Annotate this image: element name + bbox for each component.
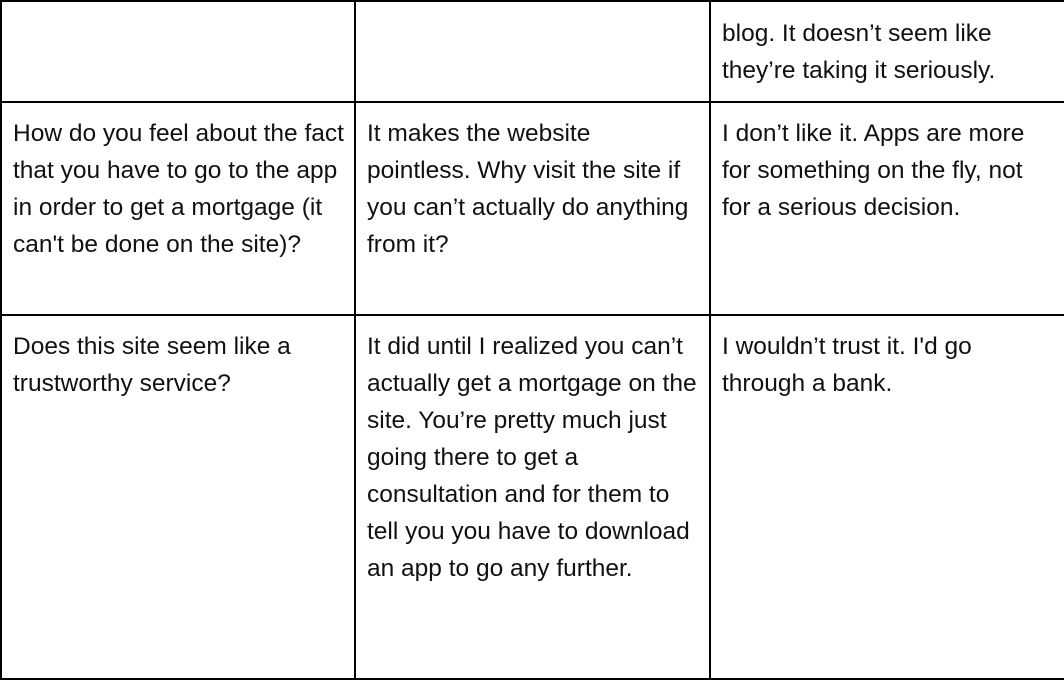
answer-text: It makes the website pointless. Why visit the site if you can’t actually do anything from it? (367, 120, 689, 258)
answer-cell (710, 102, 1064, 315)
table-row (1, 315, 1064, 679)
question-cell (1, 1, 355, 102)
answer-cell (355, 1, 710, 102)
answer-text: I wouldn’t trust it. I'd go through a bank. (722, 333, 972, 397)
question-text: Does this site seem like a trustworthy service? (13, 333, 291, 397)
table-row (1, 102, 1064, 315)
answer-cell (355, 315, 710, 679)
answer-cell (710, 1, 1064, 102)
answer-text: blog. It doesn’t seem like they’re taking it seriously. (722, 20, 996, 84)
question-cell (1, 102, 355, 315)
question-text: How do you feel about the fact that you have to go to the app in order to get a mortgage (it can't be done on the site)? (13, 120, 344, 258)
answer-text: It did until I realized you can’t actually get a mortgage on the site. You’re pretty much just going there to get a consultation and for them to tell you you have to download an app to go any further. (367, 333, 697, 582)
table-row (1, 1, 1064, 102)
answer-cell (355, 102, 710, 315)
question-cell (1, 315, 355, 679)
answer-cell (710, 315, 1064, 679)
answer-text: I don’t like it. Apps are more for something on the fly, not for a serious decision. (722, 120, 1025, 221)
